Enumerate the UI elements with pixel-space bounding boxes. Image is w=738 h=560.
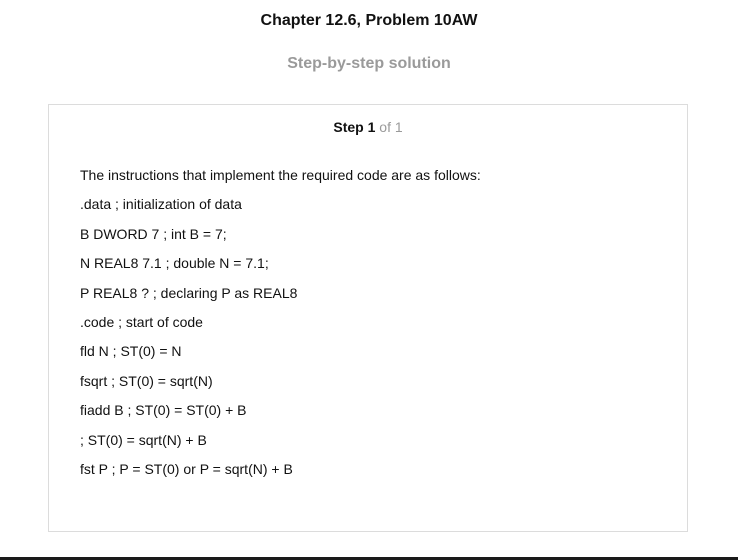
solution-intro: The instructions that implement the required code are as follows:	[80, 167, 481, 183]
code-line: fiadd B ; ST(0) = ST(0) + B	[80, 402, 247, 419]
code-line: ; ST(0) = sqrt(N) + B	[80, 431, 207, 448]
code-line: .data ; initialization of data	[80, 196, 242, 213]
code-line: fst P ; P = ST(0) or P = sqrt(N) + B	[80, 460, 293, 477]
code-line: N REAL8 7.1 ; double N = 7.1;	[80, 255, 269, 272]
step-label: Step	[333, 119, 364, 135]
step-count: of 1	[379, 119, 403, 135]
solution-content	[80, 166, 667, 489]
page-title: Chapter 12.6, Problem 10AW	[260, 12, 478, 29]
page-subtitle: Step-by-step solution	[287, 55, 451, 72]
step-number: 1	[367, 119, 376, 135]
code-line: B DWORD 7 ; int B = 7;	[80, 225, 227, 242]
code-line: fsqrt ; ST(0) = sqrt(N)	[80, 372, 213, 389]
solution-card	[48, 104, 688, 532]
step-header	[49, 118, 687, 136]
code-line: P REAL8 ? ; declaring P as REAL8	[80, 284, 298, 301]
code-line: fld N ; ST(0) = N	[80, 343, 182, 360]
code-line: .code ; start of code	[80, 313, 203, 330]
